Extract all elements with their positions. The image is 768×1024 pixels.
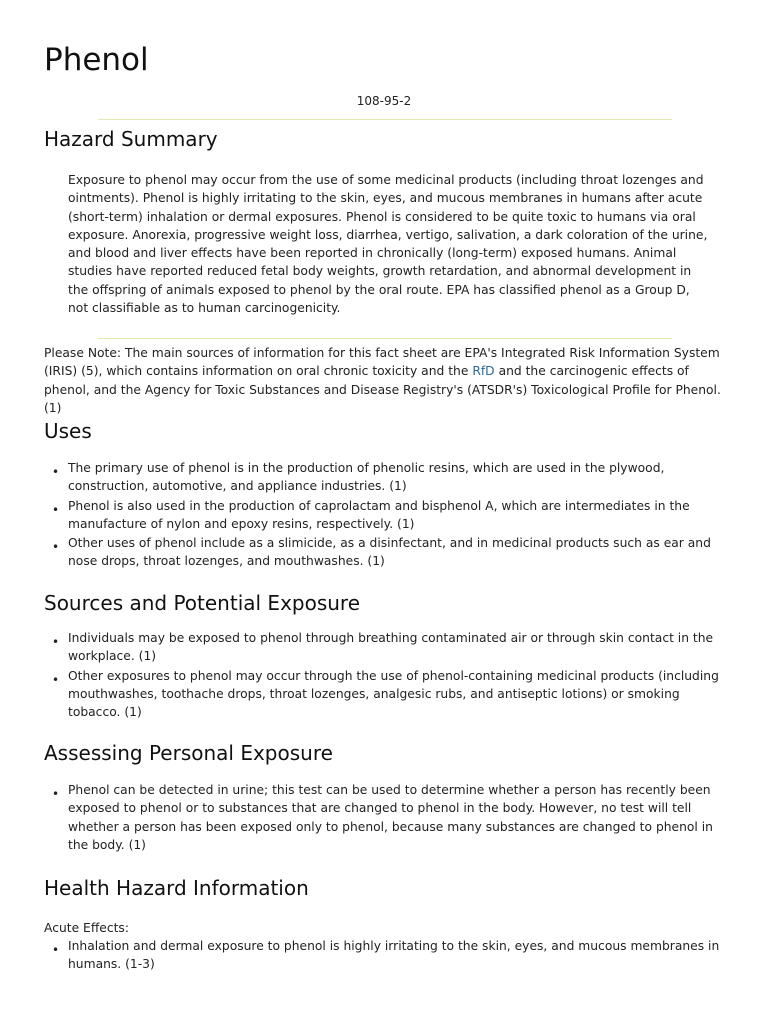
bullet-icon: • xyxy=(52,502,60,517)
hazard-summary-text: Exposure to phenol may occur from the use of some medicinal products (including throat lozenges and ointments). Phenol is highly irritating to the skin, eyes, and mucous membranes in humans after acute (short-term) inhalation or dermal exposures. Phenol is considered to be quite toxic to humans via oral exposure. Anorexia, progressive weight loss, diarrhea, vertigo, salivation, a dark coloration of the urine, and blood and liver effects have been reported in chronically (long-term) exposed humans. Animal studies have reported reduced fetal body weights, growth retardation, and abnormal development in the offspring of animals exposed to phenol by the oral route. EPA has classified phenol as a Group D, not classifiable as to human carcinogenicity. xyxy=(68,173,708,316)
list-item-text: Other uses of phenol include as a slimicide, as a disinfectant, and in medicinal products such as ear and nose drops, throat lozenges, and mouthwashes. (1) xyxy=(68,536,711,569)
rfd-link[interactable]: RfD xyxy=(472,364,495,379)
bullet-icon: • xyxy=(52,787,60,801)
bullet-icon: • xyxy=(52,672,60,687)
list-item xyxy=(44,497,724,534)
assessing-list xyxy=(44,781,724,855)
divider xyxy=(98,119,672,120)
note-text: Please Note: The main sources of information for this fact sheet are EPA's Integrated Risk Information System (IRIS) (5), which contains information on oral chronic toxicity and the xyxy=(44,346,720,379)
sources-note xyxy=(44,344,734,417)
acute-effects-label: Acute Effects: xyxy=(44,921,129,935)
health-heading: Health Hazard Information xyxy=(44,876,309,900)
list-item xyxy=(44,781,724,854)
list-item-text: Phenol can be detected in urine; this test can be used to determine whether a person has recently been exposed to phenol or to substances that are changed to phenol in the body. However, no test will tell whether a person has been exposed only to phenol, because many substances are changed to phenol in the body. (1) xyxy=(68,783,713,852)
list-item xyxy=(44,534,724,571)
cas-number: 108-95-2 xyxy=(356,94,412,108)
uses-heading: Uses xyxy=(44,419,92,443)
bullet-icon: • xyxy=(52,465,60,479)
assessing-heading: Assessing Personal Exposure xyxy=(44,741,333,765)
list-item-text: Inhalation and dermal exposure to phenol is highly irritating to the skin, eyes, and mucous membranes in humans. (1-3) xyxy=(68,939,720,972)
list-item-text: Individuals may be exposed to phenol through breathing contaminated air or through skin contact in the workplace. (1) xyxy=(68,631,714,664)
list-item xyxy=(44,629,724,666)
list-item xyxy=(44,459,724,496)
sources-heading: Sources and Potential Exposure xyxy=(44,591,361,615)
list-item xyxy=(44,937,724,974)
sources-list xyxy=(44,629,724,722)
hazard-summary-heading: Hazard Summary xyxy=(44,127,218,151)
list-item-text: Phenol is also used in the production of caprolactam and bisphenol A, which are intermediates in the manufacture of nylon and epoxy resins, respectively. (1) xyxy=(68,498,690,531)
divider xyxy=(98,338,672,339)
list-item-text: Other exposures to phenol may occur through the use of phenol-containing medicinal products (including mouthwashes, toothache drops, throat lozenges, analgesic rubs, and antiseptic lotions) or smoking tobacco. (1) xyxy=(68,668,719,720)
note-text: and the carcinogenic effects of phenol, and the Agency for Toxic Substances and Disease Registry's (ATSDR's) Toxicological Profile for Phenol. (1) xyxy=(44,364,721,415)
bullet-icon: • xyxy=(52,540,60,555)
page-title: Phenol xyxy=(44,42,149,78)
bullet-icon: • xyxy=(52,635,60,649)
list-item-text: The primary use of phenol is in the production of phenolic resins, which are used in the plywood, construction, automotive, and appliance industries. (1) xyxy=(68,461,665,494)
health-list xyxy=(44,937,724,975)
uses-list xyxy=(44,459,724,572)
bullet-icon: • xyxy=(52,943,60,957)
list-item xyxy=(44,667,724,722)
